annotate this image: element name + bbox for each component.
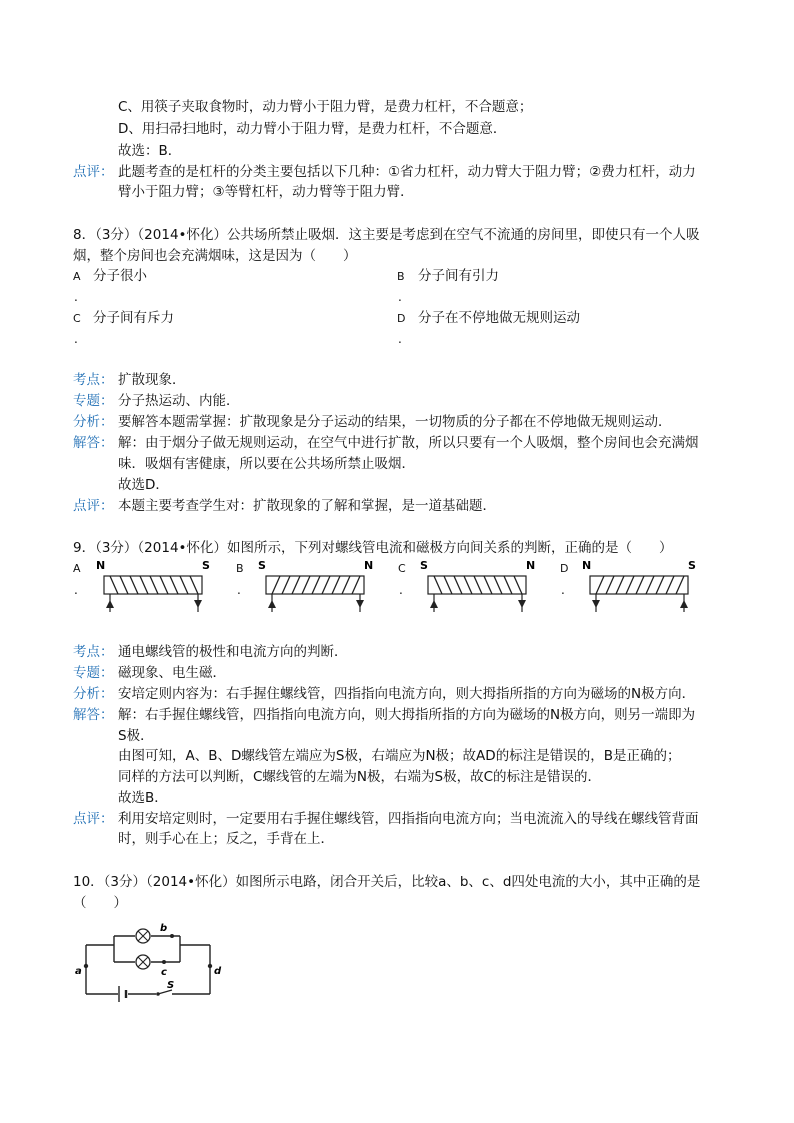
q7-option-d-analysis: D、用扫帚扫地时，动力臂小于阻力臂，是费力杠杆，不合题意．	[118, 121, 507, 137]
q9-b-left-pole: S	[258, 559, 266, 572]
q10-stem-line1: 10．（3分）（2014•怀化）如图所示电路，闭合开关后，比较a、b、c、d四处电流的大小，其中正确的是	[73, 874, 701, 890]
q9-jieda-line3: 由图可知，A、B、D螺线管左端应为S极，右端应为N极；故AD的标注是错误的，B是正确的；	[118, 748, 681, 764]
q8-option-b-text: 分子间有引力	[418, 268, 499, 284]
q10-point-c	[162, 960, 166, 964]
q9-d-coil	[596, 576, 684, 594]
q9-fenxi: 安培定则内容为：右手握住螺线管，四指指向电流方向，则大拇指所指的方向为磁场的N极方向．	[118, 686, 696, 702]
q8-option-a-letter: A	[73, 270, 81, 283]
q10-lamp-top	[136, 929, 150, 943]
q9-jieda-line5: 故选B．	[118, 790, 168, 806]
q9-jieda-line2: S极．	[118, 728, 154, 744]
q9-kaodian-label: 考点：	[73, 644, 114, 660]
q9-d-left-pole: N	[582, 559, 592, 572]
q10-stem-line2: （ ）	[73, 895, 127, 911]
q9-stem: 9．（3分）（2014•怀化）如图所示，下列对螺线管电流和磁极方向间关系的判断，正确的是（ ）	[73, 540, 673, 556]
q9-a-arrow-up	[106, 600, 114, 608]
q9-jieda-label: 解答：	[73, 707, 114, 723]
q9-zhuanti: 磁现象、电生磁．	[118, 665, 226, 681]
q10-circuit-diagram	[72, 922, 222, 1002]
q9-d-arrow-down	[592, 600, 600, 608]
q9-kaodian: 通电螺线管的极性和电流方向的判断．	[118, 644, 348, 660]
q9-c-coil	[434, 576, 522, 594]
q8-stem-line1: 8．（3分）（2014•怀化）公共场所禁止吸烟．这主要是考虑到在空气不流通的房间里，即使只有一个人吸	[73, 227, 700, 243]
q7-comment-line1: 此题考查的是杠杆的分类主要包括以下几种：①省力杠杆，动力臂大于阻力臂；②费力杠杆，动力	[118, 164, 696, 180]
q9-d-right-pole: S	[688, 559, 696, 572]
q8-zhuanti: 分子热运动、内能．	[118, 393, 240, 409]
q9-option-d-letter: D	[560, 562, 569, 575]
q9-jieda-line4: 同样的方法可以判断，C螺线管的左端为N极，右端为S极，故C的标注是错误的．	[118, 769, 602, 785]
q8-dianping-label: 点评：	[73, 498, 114, 514]
q10-label-a: a	[75, 966, 82, 977]
q9-a-coil	[110, 576, 198, 594]
q8-fenxi-label: 分析：	[73, 414, 114, 430]
q8-fenxi: 要解答本题需掌握：扩散现象是分子运动的结果，一切物质的分子都在不停地做无规则运动．	[118, 414, 672, 430]
q8-jieda-line3: 故选D．	[118, 477, 169, 493]
q7-comment-label: 点评：	[73, 164, 114, 180]
q9-b-arrow-up	[268, 600, 276, 608]
q9-fenxi-label: 分析：	[73, 686, 114, 702]
q9-dianping-line1: 利用安培定则时，一定要用右手握住螺线管，四指指向电流方向；当电流流入的导线在螺线管背面	[118, 811, 699, 827]
q10-label-c: c	[161, 967, 167, 978]
q9-option-b-letter: B	[236, 562, 244, 575]
q7-option-c-analysis: C、用筷子夹取食物时，动力臂小于阻力臂，是费力杠杆，不合题意；	[118, 99, 533, 115]
q9-solenoid-d	[576, 558, 706, 614]
q9-jieda-line1: 解：右手握住螺线管，四指指向电流方向，则大拇指所指的方向为磁场的N极方向，则另一端即为	[118, 707, 696, 723]
q9-a-arrow-down	[194, 600, 202, 608]
q10-point-b	[170, 934, 174, 938]
q9-c-left-pole: S	[420, 559, 428, 572]
q8-dianping: 本题主要考查学生对：扩散现象的了解和掌握，是一道基础题．	[118, 498, 496, 514]
q9-zhuanti-label: 专题：	[73, 665, 114, 681]
q10-lamp-bottom	[136, 955, 150, 969]
q9-option-c-letter: C	[398, 562, 406, 575]
q9-d-arrow-up	[680, 600, 688, 608]
q9-c-arrow-down	[518, 600, 526, 608]
q8-option-c-text: 分子间有斥力	[93, 310, 174, 326]
q8-jieda-line1: 解：由于烟分子做无规则运动，在空气中进行扩散，所以只要有一个人吸烟，整个房间也会充满烟	[118, 435, 699, 451]
q9-c-right-pole: N	[526, 559, 536, 572]
q8-stem-line2: 烟，整个房间也会充满烟味，这是因为（ ）	[73, 248, 357, 264]
q9-option-a-letter: A	[73, 562, 81, 575]
q10-point-a	[84, 964, 88, 968]
q8-option-d-letter: D	[397, 312, 406, 325]
q9-c-arrow-up	[430, 600, 438, 608]
q10-label-b: b	[160, 923, 168, 934]
q9-solenoid-c	[414, 558, 544, 614]
q9-b-right-pole: N	[364, 559, 374, 572]
q8-kaodian-label: 考点：	[73, 372, 114, 388]
q9-b-arrow-down	[356, 600, 364, 608]
q7-comment-line2: 臂小于阻力臂；③等臂杠杆，动力臂等于阻力臂．	[118, 184, 414, 200]
q8-option-d-text: 分子在不停地做无规则运动	[418, 310, 580, 326]
q10-label-d: d	[214, 966, 222, 977]
q10-battery	[119, 986, 126, 1002]
q8-jieda-label: 解答：	[73, 435, 114, 451]
q8-kaodian: 扩散现象．	[118, 372, 186, 388]
q9-solenoid-b	[252, 558, 382, 614]
q8-zhuanti-label: 专题：	[73, 393, 114, 409]
q10-point-d	[208, 964, 212, 968]
q9-a-left-pole: N	[96, 559, 106, 572]
q9-solenoid-a	[90, 558, 220, 614]
q8-jieda-line2: 味．吸烟有害健康，所以要在公共场所禁止吸烟．	[118, 456, 415, 472]
q9-dianping-label: 点评：	[73, 811, 114, 827]
q7-answer: 故选：B．	[118, 143, 182, 159]
q9-dianping-line2: 时，则手心在上；反之，手背在上．	[118, 831, 334, 847]
q8-option-c-letter: C	[73, 312, 81, 325]
q9-a-right-pole: S	[202, 559, 210, 572]
q8-option-b-letter: B	[397, 270, 405, 283]
q8-option-a-text: 分子很小	[93, 268, 147, 284]
q10-label-switch: S	[167, 980, 175, 991]
q9-b-coil	[272, 576, 360, 594]
